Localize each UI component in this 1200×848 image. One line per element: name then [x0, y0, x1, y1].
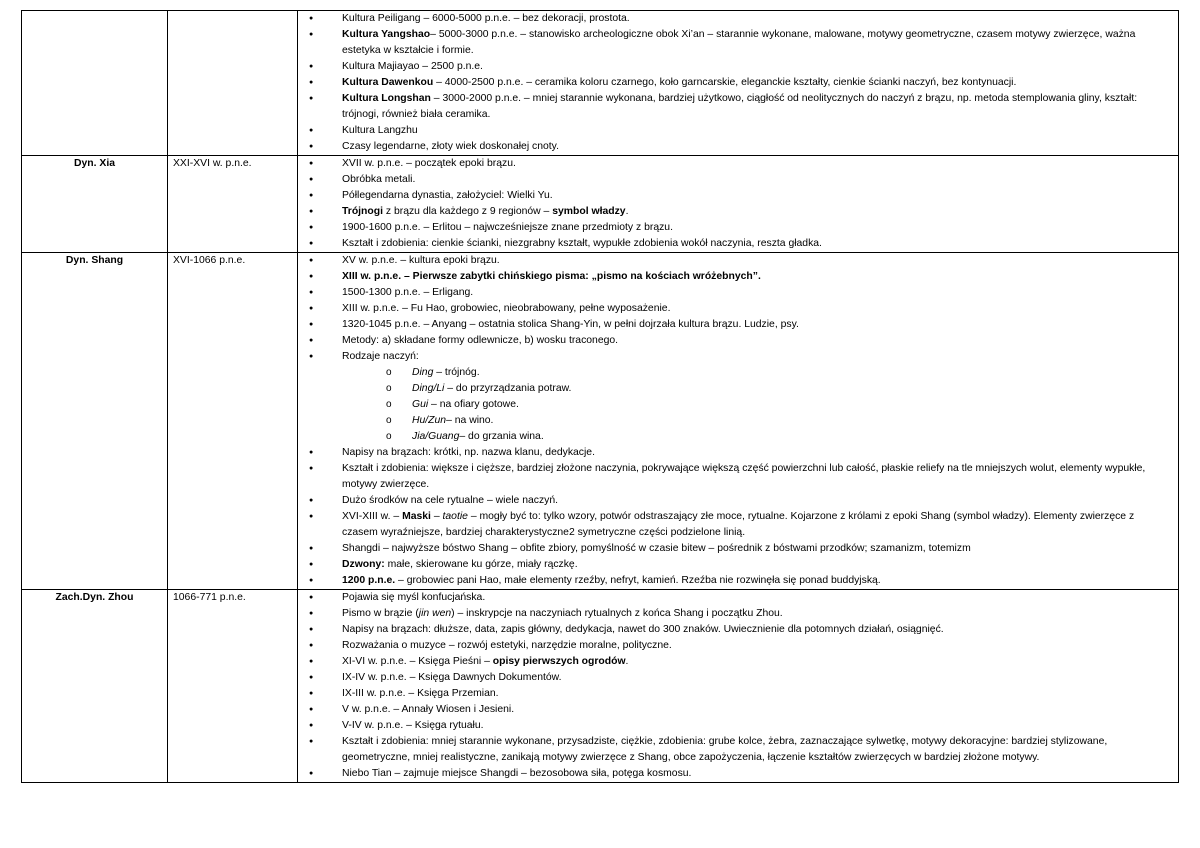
list-item	[298, 27, 1172, 59]
text-run: Kultura Longshan	[342, 93, 431, 104]
text-run: – 5000-3000 p.n.e. – stanowisko archeologiczne obok Xi’an – starannie wykonane, malowane, motywy geometryczne, czasem motywy zwierzęce, ważna estetyka w kształcie i formie.	[342, 29, 1136, 56]
list-item	[298, 718, 1172, 734]
list-item	[298, 638, 1172, 654]
notes-cell	[298, 590, 1179, 783]
list-item	[298, 75, 1172, 91]
list-item	[298, 573, 1172, 589]
text-run: Obróbka metali.	[342, 174, 416, 185]
dynasty-name-cell	[22, 253, 168, 590]
dynasty-name: Zach.Dyn. Zhou	[55, 592, 134, 603]
list-item	[298, 654, 1172, 670]
text-run: Ding/Li	[412, 383, 445, 394]
text-run: Ding	[412, 367, 434, 378]
text-run: Trójnogi	[342, 206, 383, 217]
notes-cell	[298, 156, 1179, 253]
text-run: Półlegendarna dynastia, założyciel: Wielki Yu.	[342, 190, 553, 201]
list-item	[298, 686, 1172, 702]
dynasty-name-cell	[22, 590, 168, 783]
text-run: – trójnóg.	[433, 367, 480, 378]
text-run: jin wen	[418, 608, 452, 619]
list-item	[298, 253, 1172, 269]
list-item	[298, 172, 1172, 188]
list-item	[298, 188, 1172, 204]
list-item	[298, 590, 1172, 606]
text-run: Dzwony:	[342, 559, 385, 570]
text-run: 1900-1600 p.n.e. – Erlitou – najwcześniejsze znane przedmioty z brązu.	[342, 222, 673, 233]
text-run: z brązu dla każdego z 9 regionów –	[382, 206, 553, 217]
list-item	[298, 333, 1172, 349]
table-row-prehistory	[22, 11, 1179, 156]
text-run: .	[625, 656, 629, 667]
period-cell	[168, 156, 298, 253]
list-item	[298, 11, 1172, 27]
text-run: Kultura Majiayao – 2500 p.n.e.	[342, 61, 483, 72]
text-run: – na ofiary gotowe.	[428, 399, 519, 410]
notes-list	[298, 253, 1172, 589]
text-run: 1500-1300 p.n.e. – Erligang.	[342, 287, 474, 298]
text-run: Gui	[412, 399, 429, 410]
dynasty-period: XVI-1066 p.n.e.	[173, 255, 246, 266]
text-run: XIII w. p.n.e. – Pierwsze zabytki chińskiego pisma: „pismo na kościach wróżebnych”.	[342, 271, 761, 282]
text-run: Kształt i zdobienia: większe i cięższe, bardziej złożone naczynia, pokrywające większą część powierzchni lub całość, płaskie reliefy na tle mniejszych wolut, elementy wypukłe, motywy zwierzęce.	[342, 463, 1146, 490]
dynasty-period: 1066-771 p.n.e.	[173, 592, 246, 603]
period-cell	[168, 590, 298, 783]
list-item	[298, 301, 1172, 317]
list-item	[298, 509, 1172, 541]
text-run: XVII w. p.n.e. – początek epoki brązu.	[342, 158, 516, 169]
text-run: Metody: a) składane formy odlewnicze, b) wosku traconego.	[342, 335, 619, 346]
list-item	[298, 622, 1172, 638]
list-item	[298, 349, 1172, 445]
list-item	[298, 445, 1172, 461]
dynasty-period: XXI-XVI w. p.n.e.	[173, 158, 252, 169]
period-cell	[168, 253, 298, 590]
text-run: XI-VI w. p.n.e. – Księga Pieśni –	[342, 656, 493, 667]
text-run: Kultura Dawenkou	[342, 77, 434, 88]
text-run: .	[625, 206, 629, 217]
text-run: Napisy na brązach: dłuższe, data, zapis główny, dedykacja, nawet do 300 znaków. Uwiecznienie dla potomnych działań, osiągnięć.	[342, 624, 944, 635]
dynasty-name-cell	[22, 11, 168, 156]
table-body	[22, 11, 1179, 783]
text-run: Jia/Guang	[412, 431, 460, 442]
text-run: XIII w. p.n.e. – Fu Hao, grobowiec, nieobrabowany, pełne wyposażenie.	[342, 303, 671, 314]
list-item	[298, 156, 1172, 172]
text-run: –	[430, 511, 443, 522]
notes-list	[298, 11, 1172, 155]
dynasty-table	[21, 10, 1179, 783]
table-row-zhou	[22, 590, 1179, 783]
text-run: opisy pierwszych ogrodów	[492, 656, 626, 667]
list-item	[298, 541, 1172, 557]
list-item	[298, 670, 1172, 686]
text-run: Kultura Yangshao	[342, 29, 431, 40]
text-run: – na wino.	[446, 415, 494, 426]
text-run: – do grzania wina.	[459, 431, 544, 442]
text-run: V-IV w. p.n.e. – Księga rytuału.	[342, 720, 484, 731]
list-item	[298, 59, 1172, 75]
list-item	[298, 269, 1172, 285]
sub-list-item	[342, 429, 1172, 445]
text-run: Kultura Langzhu	[342, 125, 418, 136]
notes-cell	[298, 253, 1179, 590]
text-run: – 4000-2500 p.n.e. – ceramika koloru czarnego, koło garncarskie, eleganckie kształty, cienkie ścianki naczyń, bez kontynuacji.	[433, 77, 1017, 88]
text-run: XV w. p.n.e. – kultura epoki brązu.	[342, 255, 500, 266]
text-run: ) – inskrypcje na naczyniach rytualnych z końca Shang i początku Zhou.	[451, 608, 783, 619]
list-item	[298, 606, 1172, 622]
text-run: małe, skierowane ku górze, miały rączkę.	[384, 559, 578, 570]
notes-cell	[298, 11, 1179, 156]
notes-list	[298, 156, 1172, 252]
text-run: Kształt i zdobienia: cienkie ścianki, niezgrabny kształt, wypukłe zdobienia wokół naczynia, reszta gładka.	[342, 238, 822, 249]
text-run: – mogły być to: tylko wzory, potwór odstraszający złe moce, rytualne. Kojarzone z królami z epoki Shang (symbol władzy). Elementy zwierzęce z czasem wyraźniejsze, bardziej charakterystyczne2 symetryczne części podzielone linią.	[342, 511, 1135, 538]
text-run: Kultura Peiligang – 6000-5000 p.n.e. – bez dekoracji, prostota.	[342, 13, 630, 24]
text-run: Rozważania o muzyce – rozwój estetyki, narzędzie moralne, polityczne.	[342, 640, 672, 651]
text-run: Rodzaje naczyń:	[342, 351, 419, 362]
text-run: XVI-XIII w. –	[342, 511, 403, 522]
text-run: Pismo w brązie (	[342, 608, 419, 619]
table-row-shang	[22, 253, 1179, 590]
list-item	[298, 734, 1172, 766]
list-item	[298, 557, 1172, 573]
sub-list-item	[342, 397, 1172, 413]
text-run: Czasy legendarne, złoty wiek doskonałej cnoty.	[342, 141, 559, 152]
sub-list-item	[342, 381, 1172, 397]
text-run: Pojawia się myśl konfucjańska.	[342, 592, 486, 603]
dynasty-name: Dyn. Shang	[65, 255, 124, 266]
table-row-xia	[22, 156, 1179, 253]
text-run: 1200 p.n.e.	[342, 575, 396, 586]
list-item	[298, 461, 1172, 493]
text-run: Kształt i zdobienia: mniej starannie wykonane, przysadziste, ciężkie, zdobienia: grube kolce, żebra, zaznaczające sylwetkę, motywy dekoracyjne: bardziej stylizowane, geometryczne, mniej realistyczne, zanikają motywy zwierzęce z Shang, obce zapożyczenia, łączenie kształtów zwierzęcych w bardziej złożone motywy.	[342, 736, 1108, 763]
sub-list-item	[342, 365, 1172, 381]
text-run: Napisy na brązach: krótki, np. nazwa klanu, dedykacje.	[342, 447, 595, 458]
text-run: – do przyrządzania potraw.	[444, 383, 572, 394]
list-item	[298, 766, 1172, 782]
text-run: Shangdi – najwyższe bóstwo Shang – obfite zbiory, pomyślność w czasie bitew – pośrednik z bóstwami przodków; szamanizm, totemizm	[342, 543, 971, 554]
text-run: Maski	[402, 511, 431, 522]
text-run: Dużo środków na cele rytualne – wiele naczyń.	[342, 495, 559, 506]
text-run: Hu/Zun	[412, 415, 447, 426]
dynasty-name: Dyn. Xia	[74, 158, 115, 169]
list-item	[298, 204, 1172, 220]
list-item	[298, 91, 1172, 123]
text-run: – grobowiec pani Hao, małe elementy rzeźby, nefryt, kamień. Rzeźba nie rozwinęła się ponad buddyjską.	[395, 575, 881, 586]
text-run: taotie	[442, 511, 468, 522]
list-item	[298, 139, 1172, 155]
sub-list	[342, 365, 1172, 445]
list-item	[298, 702, 1172, 718]
text-run: IX-IV w. p.n.e. – Księga Dawnych Dokumentów.	[342, 672, 562, 683]
text-run: symbol władzy	[552, 206, 626, 217]
dynasty-name-cell	[22, 156, 168, 253]
text-run: IX-III w. p.n.e. – Księga Przemian.	[342, 688, 499, 699]
list-item	[298, 123, 1172, 139]
list-item	[298, 236, 1172, 252]
text-run: 1320-1045 p.n.e. – Anyang – ostatnia stolica Shang-Yin, w pełni dojrzała kultura brązu. Ludzie, psy.	[342, 319, 799, 330]
list-item	[298, 220, 1172, 236]
list-item	[298, 493, 1172, 509]
text-run: – 3000-2000 p.n.e. – mniej starannie wykonana, bardziej użytkowo, ciągłość od neolitycznych do naczyń z brązu, np. metoda stemplowania gliny, kształt: trójnogi, również biała ceramika.	[342, 93, 1138, 120]
text-run: Niebo Tian – zajmuje miejsce Shangdi – bezosobowa siła, potęga kosmosu.	[342, 768, 692, 779]
notes-list	[298, 590, 1172, 782]
list-item	[298, 317, 1172, 333]
period-cell	[168, 11, 298, 156]
text-run: V w. p.n.e. – Annały Wiosen i Jesieni.	[342, 704, 515, 715]
list-item	[298, 285, 1172, 301]
sub-list-item	[342, 413, 1172, 429]
